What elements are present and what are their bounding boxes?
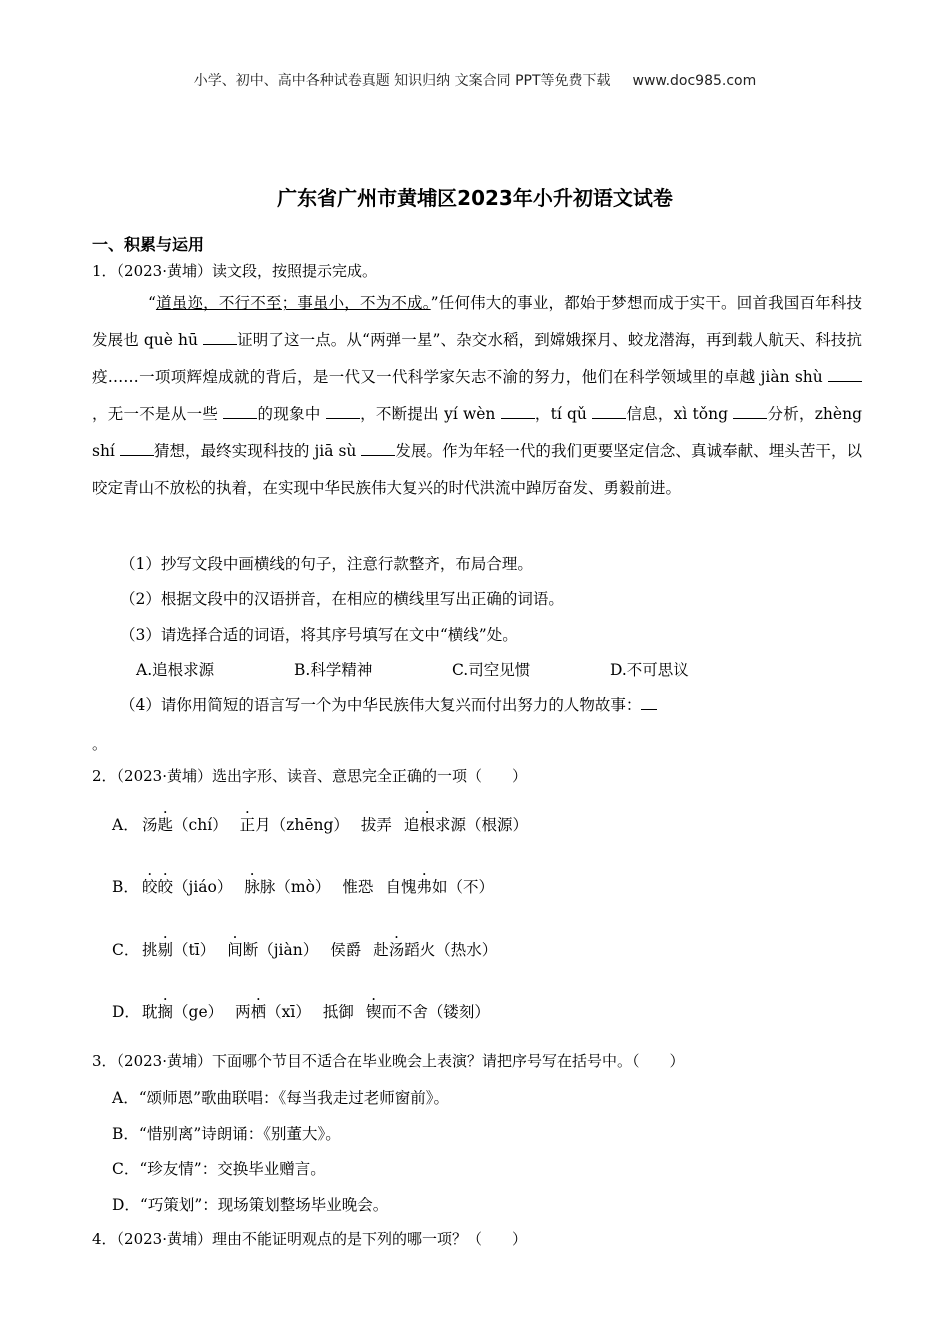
- text: 追: [403, 816, 420, 834]
- dotted-char: 剔: [157, 941, 174, 959]
- q3-choice-c[interactable]: C．“珍友情”：交换毕业赠言。: [112, 1160, 326, 1178]
- text: 而不舍（镂刻）: [381, 1003, 490, 1021]
- text: 抵御: [322, 1003, 354, 1021]
- text: 汤: [142, 816, 158, 834]
- text: 求源（根源）: [434, 816, 528, 834]
- text: 挑: [142, 941, 158, 959]
- text: 耽: [142, 1003, 158, 1021]
- text: 如（不）: [431, 878, 494, 896]
- q1-sub1: （1）抄写文段中画横线的句子，注意行款整齐，布局合理。: [120, 555, 533, 573]
- q2-choice-b[interactable]: [112, 875, 494, 897]
- blank-1[interactable]: [203, 330, 237, 345]
- header-url[interactable]: www.doc985.com: [632, 73, 757, 89]
- dotted-char: 匙: [157, 816, 174, 834]
- blank-5[interactable]: [501, 404, 535, 419]
- passage-text: 的现象中: [257, 405, 326, 423]
- q4-stem: 4．（2023·黄埔）理由不能证明观点的是下列的哪一项？（ ）: [92, 1230, 527, 1248]
- q1-options: [136, 658, 768, 680]
- text: （jiáo）: [173, 878, 233, 896]
- text: （tī）: [173, 941, 216, 959]
- dotted-char: 根: [419, 816, 435, 834]
- text: 两: [235, 1003, 251, 1021]
- q1-sub2: （2）根据文段中的汉语拼音，在相应的横线里写出正确的词语。: [120, 590, 564, 608]
- dotted-char: 汤: [388, 941, 405, 959]
- blank-4[interactable]: [326, 404, 360, 419]
- option-c[interactable]: C.司空见惯: [452, 661, 531, 679]
- underlined-sentence: 道虽迩，不行不至；事虽小，不为不成。: [155, 294, 431, 312]
- q1-sub4: [120, 693, 657, 715]
- text: 惟恐: [342, 878, 374, 896]
- passage-text: 发展。作为年轻一代的我们更要坚定信念、真诚奉献、埋头苦干，以咬定青山不放松的执着，在实现中华民族伟大复兴的时代洪流中踔厉奋发、勇毅前进。: [92, 442, 862, 497]
- blank-2[interactable]: [828, 367, 862, 382]
- option-b[interactable]: B.科学精神: [294, 661, 373, 679]
- choice-label: D．: [112, 1003, 140, 1021]
- q3-choice-d[interactable]: D．“巧策划”：现场策划整场毕业晚会。: [112, 1196, 389, 1214]
- passage-text: ，无一不是从一些: [92, 405, 224, 423]
- text: （xī）: [266, 1003, 311, 1021]
- option-d[interactable]: D.不可思议: [610, 661, 689, 679]
- passage-text: 信息，xì tǒng: [626, 405, 734, 423]
- choice-label: C．: [112, 941, 140, 959]
- passage-text: ”任何伟大的事业，都始于梦想而成于实干。回首我国百年科技发展也 què hū: [92, 294, 862, 349]
- sub4-text: （4）请你用简短的语言写一个为中华民族伟大复兴而付出努力的人物故事：: [120, 696, 642, 714]
- q3-choice-a[interactable]: A．“颂师恩”歌曲联唱：《每当我走过老师窗前》。: [112, 1089, 450, 1107]
- dotted-char: 间: [227, 941, 243, 959]
- text: 断（jiàn）: [242, 941, 319, 959]
- blank-3[interactable]: [223, 404, 257, 419]
- dotted-char: 锲: [365, 1003, 382, 1021]
- blank-6[interactable]: [592, 404, 626, 419]
- header-text: 小学、初中、高中各种试卷真题 知识归纳 文案合同 PPT等免费下载: [193, 73, 611, 89]
- text: 蹈火（热水）: [404, 941, 498, 959]
- text: （chí）: [173, 816, 228, 834]
- blank-sub4[interactable]: [641, 695, 657, 710]
- passage-text: ，tí qǔ: [534, 405, 593, 423]
- exam-title: 广东省广州市黄埔区2023年小升初语文试卷: [277, 186, 673, 210]
- dotted-char: 皎: [142, 878, 158, 896]
- q1-sub3: （3）请选择合适的词语，将其序号填写在文中“横线”处。: [120, 626, 518, 644]
- blank-7[interactable]: [733, 404, 767, 419]
- text: 赴: [373, 941, 389, 959]
- passage-text: 猜想，最终实现科技的 jiā sù: [153, 442, 362, 460]
- choice-label: A．: [112, 816, 139, 834]
- quote-open: “: [148, 294, 156, 312]
- dotted-char: 栖: [250, 1003, 267, 1021]
- blank-8[interactable]: [120, 441, 154, 456]
- dotted-char: 脉: [244, 878, 260, 896]
- option-a[interactable]: A.追根求源: [136, 661, 215, 679]
- q1-stem: 1．（2023·黄埔）读文段，按照提示完成。: [92, 262, 377, 280]
- dotted-char: 正: [239, 816, 256, 834]
- text: 侯爵: [330, 941, 362, 959]
- section-heading: 一、积累与运用: [92, 235, 205, 254]
- page-header: [0, 70, 950, 90]
- q2-choice-c[interactable]: [112, 938, 497, 960]
- passage-text: ，不断提出 yí wèn: [359, 405, 501, 423]
- dotted-char: 皎: [157, 878, 174, 896]
- dotted-char: 搁: [157, 1003, 174, 1021]
- q2-choice-d[interactable]: [112, 1000, 490, 1022]
- text: 月（zhēng）: [255, 816, 349, 834]
- text: 拔弄: [360, 816, 392, 834]
- blank-9[interactable]: [361, 441, 395, 456]
- q2-choice-a[interactable]: [112, 813, 528, 835]
- passage-text: 分析，zhèng shí: [92, 405, 862, 460]
- dotted-char: 弗: [416, 878, 432, 896]
- choice-label: B．: [112, 878, 139, 896]
- passage-text: 证明了这一点。从“两弹一星”、杂交水稻，到嫦娥探月、蛟龙潜海，再到载人航天、科技抗疫……一项项辉煌成就的背后，是一代又一代科学家矢志不渝的努力，他们在科学领域里的卓越 jiàn shù: [92, 331, 863, 386]
- text: 自愧: [385, 878, 417, 896]
- q1-passage: [92, 285, 862, 507]
- text: （ge）: [173, 1003, 224, 1021]
- q3-choice-b[interactable]: B．“惜别离”诗朗诵：《别董大》。: [112, 1125, 341, 1143]
- q1-period: 。: [92, 735, 108, 753]
- q3-stem: 3．（2023·黄埔）下面哪个节目不适合在毕业晚会上表演？请把序号写在括号中。（ ）: [92, 1052, 685, 1070]
- q2-stem: 2．（2023·黄埔）选出字形、读音、意思完全正确的一项（ ）: [92, 767, 527, 785]
- text: 脉（mò）: [259, 878, 331, 896]
